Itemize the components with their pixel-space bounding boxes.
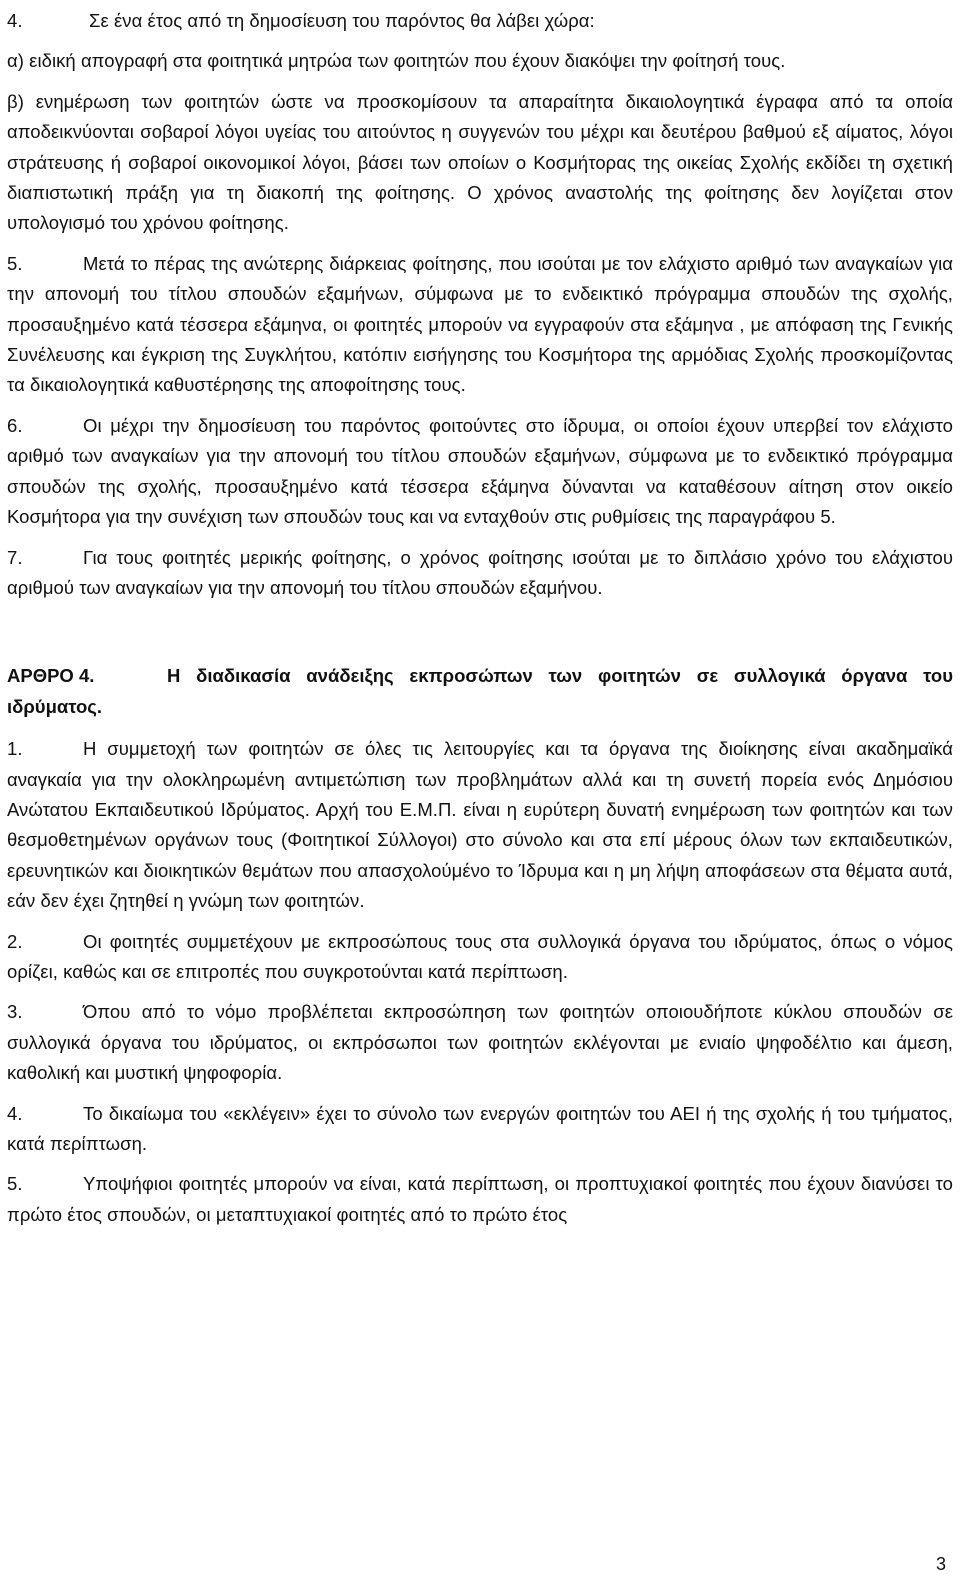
paragraph-text: Όπου από το νόμο προβλέπεται εκπροσώπηση των φοιτητών οποιουδήποτε κύκλου σπουδών σε συλλογικά όργανα του ιδρύματος, οι εκπρόσωποι των φοιτητών εκλέγονται με ενιαίο ψηφοδέλτιο και άμεση, καθολική και μυστική ψηφοφορία. [7, 1001, 953, 1084]
paragraph-number: 5. [7, 1173, 23, 1195]
paragraph-4b: β) ενημέρωση των φοιτητών ώστε να προσκομίσουν τα απαραίτητα δικαιολογητικά έγραφα από τα οποία αποδεικνύονται σοβαροί λόγοι υγείας του αιτούντος η συγγενών του μέχρι και δευτέρου βαθμού εξ αίματος, λόγοι στράτευσης ή σοβαροί οικονομικοί λόγοι, βάσει των οποίων ο Κοσμήτορας της οικείας Σχολής εκδίδει τη σχετική διαπιστωτική πράξη για τη διακοπή της φοίτησης. Ο χρόνος αναστολής της φοίτησης δεν λογίζεται στον υπολογισμό του χρόνου φοίτησης. [7, 90, 953, 234]
paragraph-text: Σε ένα έτος από τη δημοσίευση του παρόντος θα λάβει χώρα: [89, 10, 595, 31]
article-heading [7, 661, 953, 722]
paragraph-text: Μετά το πέρας της ανώτερης διάρκειας φοίτησης, που ισούται με τον ελάχιστο αριθμό των αναγκαίων για την απονομή του τίτλου σπουδών εξαμήνων, σύμφωνα με το ενδεικτικό πρόγραμμα σπουδών της σχολής, προσαυξημένο κατά τέσσερα εξάμηνα, οι φοιτητές μπορούν να εγγραφούν στα εξάμηνα , με απόφαση της Γενικής Συνέλευσης και έγκριση της Συγκλήτου, κατόπιν εισήγησης του Κοσμήτορα της αρμόδιας Σχολής προσκομίζοντας τα δικαιολογητικά καθυστέρησης της αποφοίτησης τους. [7, 252, 953, 396]
page-number: 3 [935, 1554, 946, 1574]
paragraph-text: Η συμμετοχή των φοιτητών σε όλες τις λειτουργίες και τα όργανα της διοίκησης είναι ακαδημαϊκά αναγκαία για την ολοκληρωμένη αντιμετώπιση των προβλημάτων αλλά και τη συνετή πορεία ενός Δημόσιου Ανώτατου Εκπαιδευτικού Ιδρύματος. Αρχή του Ε.Μ.Π. είναι η ευρύτερη δυνατή ενημέρωση των φοιτητών και των θεσμοθετημένων οργάνων τους (Φοιτητικοί Σύλλογοι) στο σύνολο και στα επί μέρους όλων των εκπαιδευτικών, ερευνητικών και διοικητικών θεμάτων που απασχολούμένο το Ίδρυμα και η μη λήψη αποφάσεων στα θέματα αυτά, εάν δεν έχει ζητηθεί η γνώμη των φοιτητών. [7, 738, 953, 912]
article-paragraph-3 [7, 997, 953, 1088]
paragraph-5 [7, 249, 953, 401]
document-page [7, 6, 953, 1230]
paragraph-number: 4. [7, 1102, 23, 1124]
article-number: ΑΡΘΡΟ 4. [7, 665, 95, 687]
paragraph-number: 7. [7, 546, 23, 568]
paragraph-number: 2. [7, 930, 23, 952]
article-paragraph-2 [7, 927, 953, 988]
article-paragraph-4 [7, 1099, 953, 1160]
article-paragraph-1 [7, 734, 953, 916]
paragraph-text: Οι φοιτητές συμμετέχουν με εκπροσώπους τους στα συλλογικά όργανα του ιδρύματος, όπως ο νόμος ορίζει, καθώς και σε επιτροπές που συγκροτούνται κατά περίπτωση. [7, 930, 953, 982]
paragraph-number: 6. [7, 414, 23, 436]
paragraph-4 [7, 6, 953, 36]
article-paragraph-5 [7, 1169, 953, 1230]
paragraph-4a: α) ειδική απογραφή στα φοιτητικά μητρώα των φοιτητών που έχουν διακόψει την φοίτησή τους. [7, 50, 786, 72]
paragraph-number: 5. [7, 252, 23, 274]
paragraph-6 [7, 411, 953, 533]
paragraph-text: Οι μέχρι την δημοσίευση του παρόντος φοιτούντες στο ίδρυμα, οι οποίοι έχουν υπερβεί τον ελάχιστο αριθμό των αναγκαίων για την απονομή του τίτλου σπουδών εξαμήνων, σύμφωνα με το ενδεικτικό πρόγραμμα σπουδών της σχολής, προσαυξημένο κατά τέσσερα εξάμηνα δύνανται να καταθέσουν αίτηση στον οικείο Κοσμήτορα για την συνέχιση των σπουδών τους και να ενταχθούν στις ρυθμίσεις της παραγράφου 5. [7, 414, 953, 528]
article-title: Η διαδικασία ανάδειξης εκπροσώπων των φοιτητών σε συλλογικά όργανα του ιδρύματος. [7, 665, 953, 717]
paragraph-text: Το δικαίωμα του «εκλέγειν» έχει το σύνολο των ενεργών φοιτητών του ΑΕΙ ή της σχολής ή του τμήματος, κατά περίπτωση. [7, 1102, 953, 1154]
paragraph-number: 4. [7, 10, 23, 31]
paragraph-text: Υποψήφιοι φοιτητές μπορούν να είναι, κατά περίπτωση, οι προπτυχιακοί φοιτητές που έχουν διανύσει το πρώτο έτος σπουδών, οι μεταπτυχιακοί φοιτητές από το πρώτο έτος [7, 1173, 953, 1225]
paragraph-text: Για τους φοιτητές μερικής φοίτησης, ο χρόνος φοίτησης ισούται με το διπλάσιο χρόνο του ελάχιστου αριθμού των αναγκαίων για την απονομή του τίτλου σπουδών εξαμήνου. [7, 546, 953, 598]
paragraph-number: 3. [7, 1001, 23, 1023]
paragraph-number: 1. [7, 738, 23, 760]
paragraph-7 [7, 543, 953, 604]
